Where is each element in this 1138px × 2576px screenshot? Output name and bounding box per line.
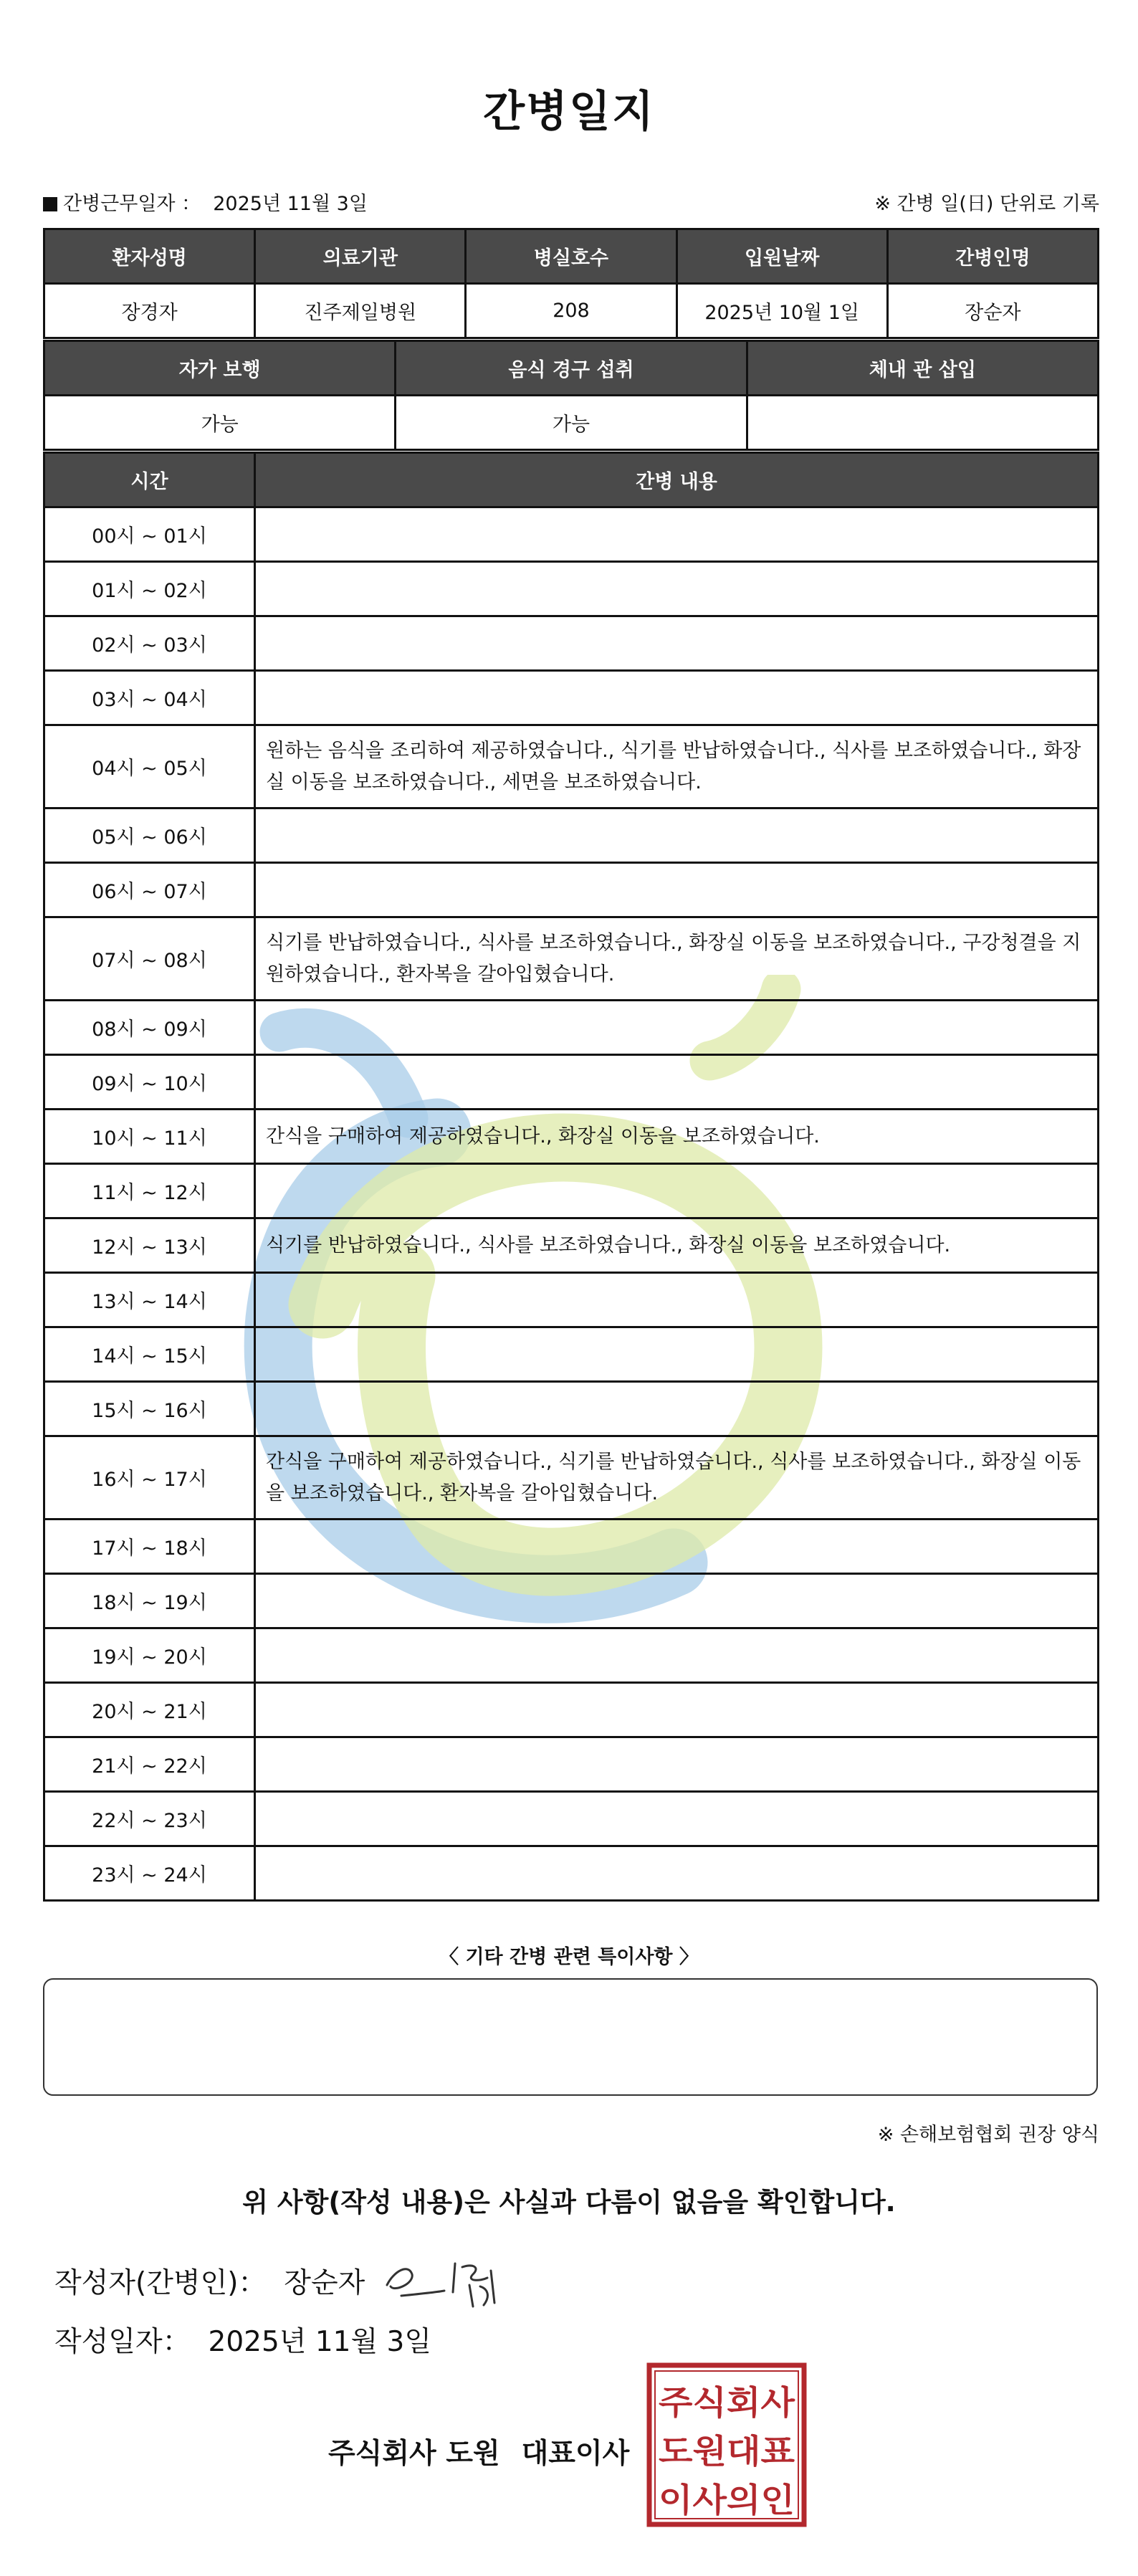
care-content: 식기를 반납하였습니다., 식사를 보조하였습니다., 화장실 이동을 보조하였습니다.	[255, 1218, 1099, 1273]
time-slot: 20시 ~ 21시	[44, 1683, 255, 1737]
seal-text-line: 이사의인	[659, 2481, 795, 2519]
time-slot: 14시 ~ 15시	[44, 1327, 255, 1382]
care-content	[255, 1846, 1099, 1901]
care-content	[255, 863, 1099, 917]
time-slot: 21시 ~ 22시	[44, 1737, 255, 1792]
table-row	[44, 725, 1099, 808]
header-time: 시간	[44, 453, 255, 507]
table-row	[44, 1846, 1099, 1901]
caregiver-name: 장순자	[887, 284, 1098, 338]
table-row	[44, 1436, 1099, 1520]
header-care-content: 간병 내용	[255, 453, 1099, 507]
time-slot: 01시 ~ 02시	[44, 562, 255, 616]
header-tube-insertion: 체내 관 삽입	[747, 341, 1098, 396]
time-slot: 18시 ~ 19시	[44, 1574, 255, 1628]
table-row	[44, 1164, 1099, 1218]
written-date-label: 작성일자：	[54, 2326, 191, 2358]
care-content	[255, 1273, 1099, 1327]
table-row	[44, 1001, 1099, 1055]
self-walking-value: 가능	[44, 396, 396, 450]
time-slot: 05시 ~ 06시	[44, 808, 255, 863]
table-row	[44, 917, 1099, 1001]
work-date-row	[43, 188, 1099, 214]
time-slot: 22시 ~ 23시	[44, 1792, 255, 1846]
oral-intake-value: 가능	[396, 396, 747, 450]
hospital-name: 진주제일병원	[255, 284, 466, 338]
care-content	[255, 1792, 1099, 1846]
table-row	[44, 1273, 1099, 1327]
table-row	[44, 616, 1099, 671]
time-slot: 07시 ~ 08시	[44, 917, 255, 1001]
time-slot: 16시 ~ 17시	[44, 1436, 255, 1520]
table-row	[44, 1218, 1099, 1273]
header-caregiver-name: 간병인명	[887, 229, 1098, 284]
care-content: 식기를 반납하였습니다., 식사를 보조하였습니다., 화장실 이동을 보조하였습니다., 구강청결을 지원하였습니다., 환자복을 갈아입혔습니다.	[255, 917, 1099, 1001]
company-name: 주식회사 도원	[328, 2438, 500, 2470]
written-date-value: 2025년 11월 3일	[208, 2326, 432, 2358]
time-slot: 11시 ~ 12시	[44, 1164, 255, 1218]
care-content	[255, 1327, 1099, 1382]
table-row	[44, 808, 1099, 863]
table-row	[44, 1110, 1099, 1164]
time-slot: 12시 ~ 13시	[44, 1218, 255, 1273]
written-date-line	[54, 2319, 431, 2360]
header-oral-intake: 음식 경구 섭취	[396, 341, 747, 396]
header-room: 병실호수	[466, 229, 676, 284]
time-slot: 13시 ~ 14시	[44, 1273, 255, 1327]
patient-name: 장경자	[44, 284, 255, 338]
table-row	[44, 1628, 1099, 1683]
header-self-walking: 자가 보행	[44, 341, 396, 396]
care-content: 간식을 구매하여 제공하였습니다., 식기를 반납하였습니다., 식사를 보조하였습니다., 화장실 이동을 보조하였습니다., 환자복을 갈아입혔습니다.	[255, 1436, 1099, 1520]
care-content	[255, 808, 1099, 863]
writer-line	[54, 2261, 365, 2301]
special-notes-box	[43, 1978, 1098, 2096]
time-slot: 09시 ~ 10시	[44, 1055, 255, 1110]
table-row	[44, 671, 1099, 725]
writer-name: 장순자	[284, 2267, 365, 2299]
time-slot: 17시 ~ 18시	[44, 1520, 255, 1574]
work-date-label: 간병근무일자 ：	[63, 193, 201, 215]
company-seal-stamp	[646, 2362, 807, 2527]
time-slot: 04시 ~ 05시	[44, 725, 255, 808]
time-slot: 00시 ~ 01시	[44, 507, 255, 562]
table-row	[44, 1327, 1099, 1382]
patient-ability-table	[43, 340, 1099, 451]
care-content: 원하는 음식을 조리하여 제공하였습니다., 식기를 반납하였습니다., 식사를 보조하였습니다., 화장실 이동을 보조하였습니다., 세면을 보조하였습니다.	[255, 725, 1099, 808]
notice-title: 〈 기타 간병 관련 특이사항 〉	[439, 1946, 699, 1968]
care-content	[255, 1574, 1099, 1628]
company-signoff	[328, 2431, 629, 2471]
care-content	[255, 1055, 1099, 1110]
patient-info-table	[43, 228, 1099, 339]
care-content	[255, 1382, 1099, 1436]
confirmation-statement: 위 사항(작성 내용)은 사실과 다름이 없음을 확인합니다.	[242, 2187, 896, 2218]
header-admission-date: 입원날짜	[676, 229, 887, 284]
table-row	[44, 1520, 1099, 1574]
work-date-value: 2025년 11월 3일	[213, 193, 368, 215]
care-content	[255, 671, 1099, 725]
square-bullet-icon	[43, 197, 57, 211]
room-number: 208	[466, 284, 676, 338]
record-note: ※ 간병 일(日) 단위로 기록	[874, 193, 1099, 215]
header-hospital: 의료기관	[255, 229, 466, 284]
admission-date: 2025년 10월 1일	[676, 284, 887, 338]
care-content	[255, 1164, 1099, 1218]
time-slot: 10시 ~ 11시	[44, 1110, 255, 1164]
time-slot: 03시 ~ 04시	[44, 671, 255, 725]
company-title: 대표이사	[521, 2438, 630, 2470]
care-content	[255, 1628, 1099, 1683]
table-row	[44, 863, 1099, 917]
time-slot: 08시 ~ 09시	[44, 1001, 255, 1055]
care-content	[255, 507, 1099, 562]
care-content	[255, 562, 1099, 616]
care-log-table	[43, 452, 1099, 1902]
table-row	[44, 1683, 1099, 1737]
time-slot: 02시 ~ 03시	[44, 616, 255, 671]
care-content	[255, 1001, 1099, 1055]
table-row	[44, 1382, 1099, 1436]
table-row	[44, 1055, 1099, 1110]
care-content	[255, 1737, 1099, 1792]
table-row	[44, 507, 1099, 562]
seal-text-line: 도원대표	[659, 2432, 795, 2471]
time-slot: 23시 ~ 24시	[44, 1846, 255, 1901]
time-slot: 19시 ~ 20시	[44, 1628, 255, 1683]
handwritten-signature	[373, 2242, 516, 2314]
care-content	[255, 1683, 1099, 1737]
time-slot: 15시 ~ 16시	[44, 1382, 255, 1436]
tube-insertion-value	[747, 396, 1098, 450]
recommendation-note: ※ 손해보험협회 권장 양식	[877, 2124, 1099, 2146]
care-content	[255, 1520, 1099, 1574]
table-row	[44, 1574, 1099, 1628]
writer-label: 작성자(간병인)：	[54, 2267, 267, 2299]
header-patient-name: 환자성명	[44, 229, 255, 284]
work-date	[43, 188, 368, 216]
table-row	[44, 1737, 1099, 1792]
page-title: 간병일지	[483, 87, 655, 137]
table-row	[44, 1792, 1099, 1846]
care-content: 간식을 구매하여 제공하였습니다., 화장실 이동을 보조하였습니다.	[255, 1110, 1099, 1164]
time-slot: 06시 ~ 07시	[44, 863, 255, 917]
seal-text-line: 주식회사	[659, 2383, 795, 2422]
care-content	[255, 616, 1099, 671]
table-row	[44, 562, 1099, 616]
